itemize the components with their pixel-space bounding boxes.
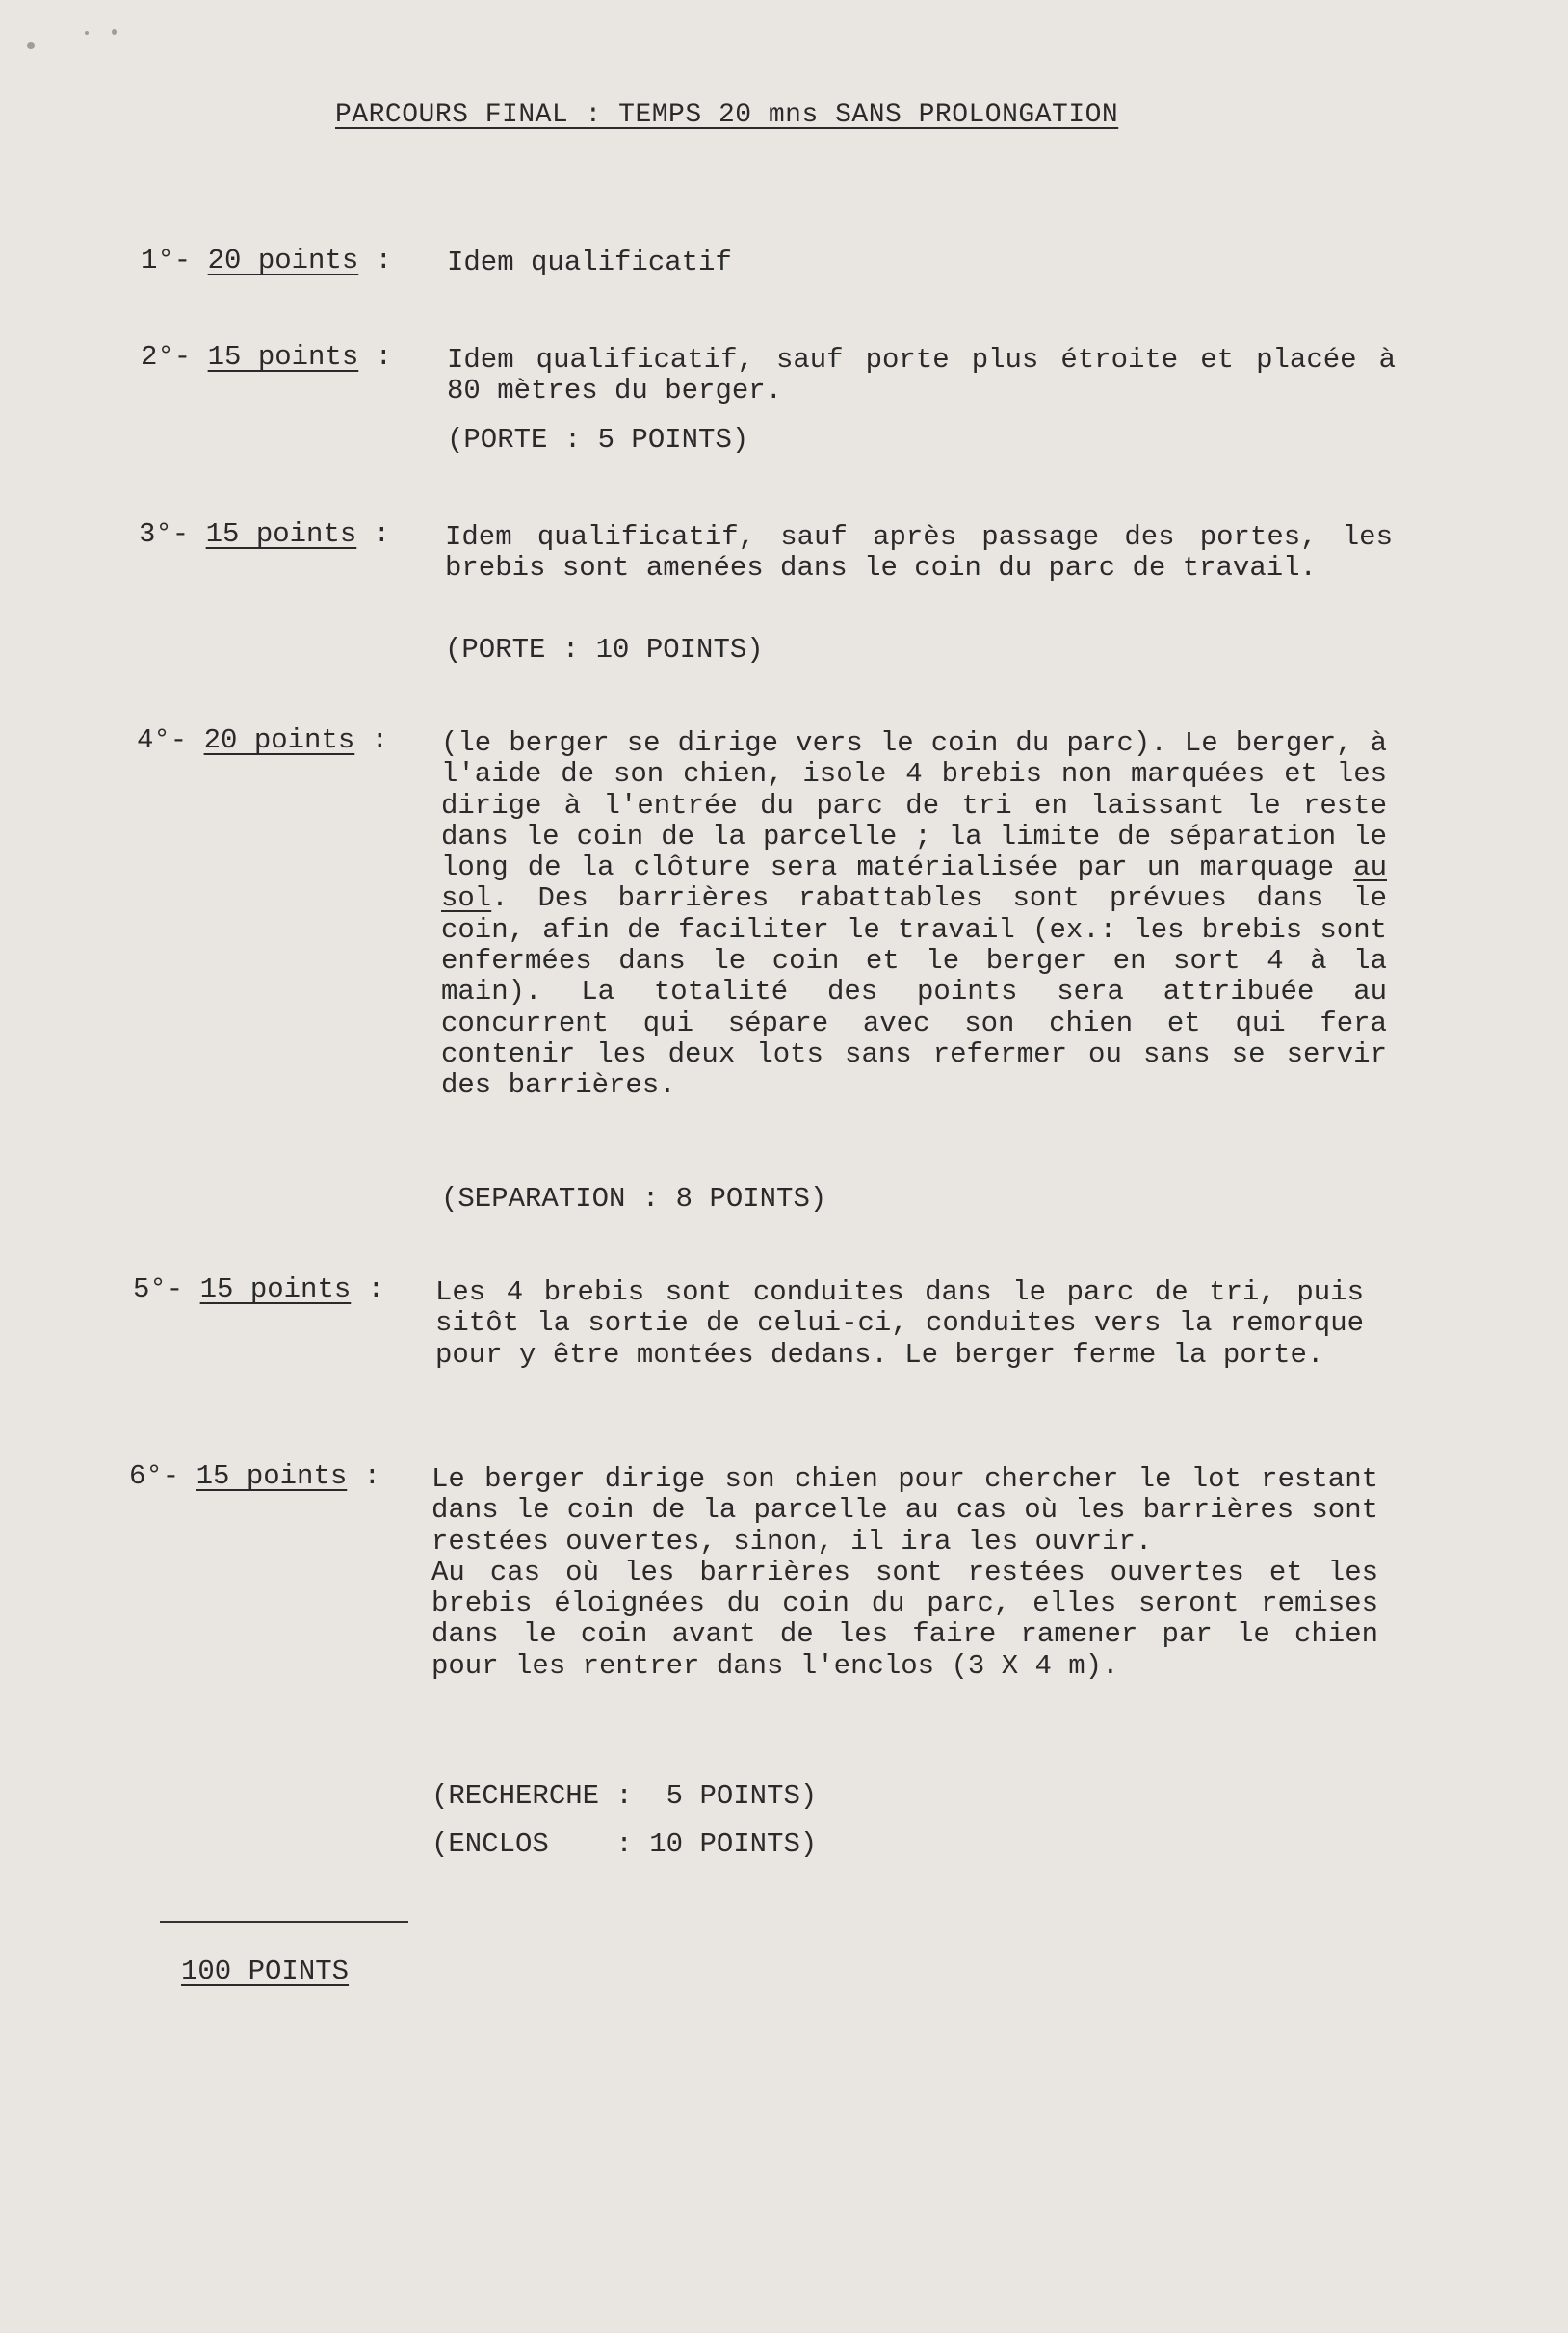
item-text-lead: (le berger se dirige vers le coin du parc). Le berger, à l'aide de son chien, isole 4 brebis non marquées et les dirige à l'entrée du parc de tri en laissant le reste dans le coin de la parcelle ; la limite de séparation le long de la clôture sera matérialisée par un marquage [441,727,1387,884]
item-number: 6°- [129,1460,180,1492]
scan-speck [27,42,35,49]
item-description: Idem qualificatif, sauf porte plus étroite et placée à 80 mètres du berger. [447,344,1396,407]
page-title: PARCOURS FINAL : TEMPS 20 mns SANS PROLONGATION [335,100,1119,130]
item-description [431,1464,1378,1682]
item-number: 3°- [139,518,190,550]
item-paragraph: Le berger dirige son chien pour chercher le lot restant dans le coin de la parcelle au cas où les barrières sont restées ouvertes, sinon, il ira les ouvrir. [431,1463,1378,1558]
item-description: Les 4 brebis sont conduites dans le parc de tri, puis sitôt la sortie de celui-ci, conduites vers la remorque pour y être montées dedans. Le berger ferme la porte. [435,1276,1364,1371]
item-label [141,341,392,373]
item-label [129,1460,380,1492]
item-note: (SEPARATION : 8 POINTS) [441,1183,827,1215]
item-colon: : [363,1460,381,1492]
item-note: (PORTE : 10 POINTS) [445,634,764,666]
total-points: 100 POINTS [181,1955,350,1987]
item-number: 1°- [141,245,192,276]
total-divider [160,1921,408,1923]
item-colon: : [371,724,389,756]
item-label [141,245,392,276]
item-points: 15 points [196,1460,348,1492]
scan-speck [85,31,89,35]
item-points: 15 points [199,1273,352,1305]
item-description [441,728,1387,1102]
item-colon: : [367,1273,385,1305]
item-description: Idem qualificatif, sauf après passage des portes, les brebis sont amenées dans le coin du parc de travail. [445,521,1393,585]
item-label [139,518,390,550]
item-text-tail: . Des barrières rabattables sont prévues dans le coin, afin de faciliter le travail (ex.: les brebis sont enfermées dans le coin et le berger en sort 4 à la main). La totalité des points sera attribuée au concurrent qui sépare avec son chien et qui fera contenir les deux lots sans refermer ou sans se servir des barrières. [441,882,1387,1102]
item-points: 20 points [207,245,359,276]
item-number: 4°- [137,724,188,756]
item-description: Idem qualificatif [447,247,732,278]
item-note: (PORTE : 5 POINTS) [447,424,749,456]
item-points: 15 points [205,518,357,550]
item-label [137,724,388,756]
item-text-underlined: au sol [441,852,1387,915]
item-number: 2°- [141,341,192,373]
item-note: (ENCLOS : 10 POINTS) [431,1828,818,1860]
item-label [133,1273,384,1305]
item-paragraph: Au cas où les barrières sont restées ouvertes et les brebis éloignées du coin du parc, elles seront remises dans le coin avant de les faire ramener par le chien pour les rentrer dans l'enclos (3 X 4 m). [431,1556,1378,1682]
item-points: 15 points [207,341,359,373]
item-number: 5°- [133,1273,184,1305]
item-colon: : [375,341,393,373]
item-points: 20 points [203,724,355,756]
item-colon: : [375,245,393,276]
item-note: (RECHERCHE : 5 POINTS) [431,1780,818,1812]
scan-speck [112,29,117,35]
item-colon: : [373,518,391,550]
